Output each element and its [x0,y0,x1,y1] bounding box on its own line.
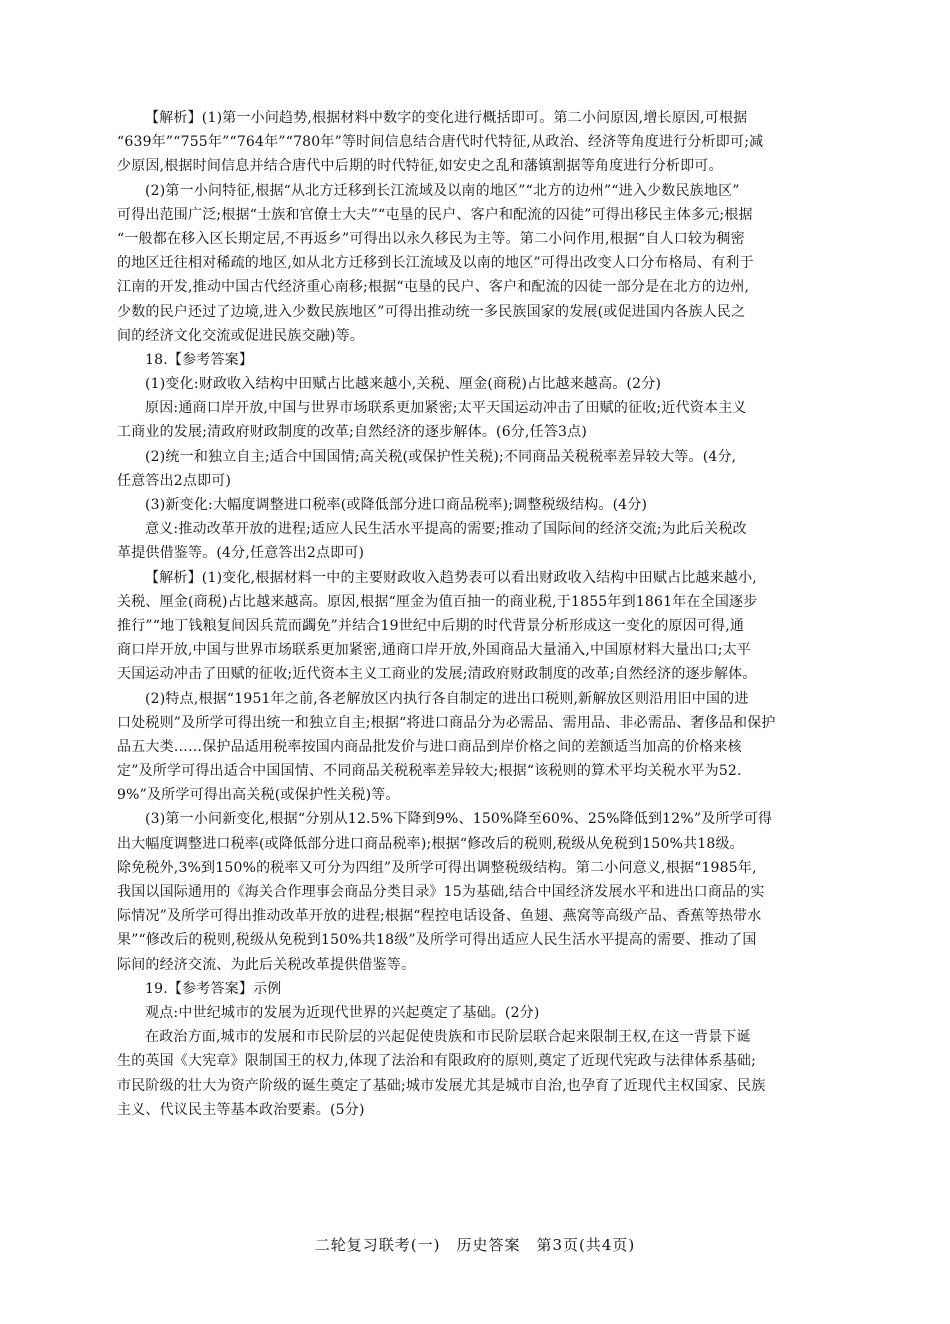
text-line: 出大幅度调整进口税率(或降低部分进口商品税率);根据“修改后的税则,税级从免税到150%共18级。 [117,835,744,852]
text-line: 我国以国际通用的《海关合作理事会商品分类目录》15为基础,结合中国经济发展水平和进出口商品的实 [117,884,765,900]
text-line: 商口岸开放,中国与世界市场联系更加紧密,通商口岸开放,外国商品大量涌入,中国原材料大量出口;太平 [117,642,752,659]
text-line: 观点:中世纪城市的发展为近现代世界的兴起奠定了基础。(2分) [145,1004,540,1021]
text-line: (3)第一小问新变化,根据“分别从12.5%下降到9%、150%降至60%、25%降低到12%”及所学可得 [145,811,773,828]
text-line: 主义、代议民主等基本政治要素。(5分) [117,1101,365,1118]
text-line: 【解析】(1)第一小问趋势,根据材料中数字的变化进行概括即可。第二小问原因,增长原因,可根据 [145,110,748,126]
text-line: 际间的经济交流、为此后关税改革提供借鉴等。 [117,956,416,973]
text-line: 市民阶级的壮大为资产阶级的诞生奠定了基础;城市发展尤其是城市自治,也孕育了近现代主权国家、民族 [117,1077,766,1094]
text-line: 在政治方面,城市的发展和市民阶层的兴起促使贵族和市民阶层联合起来限制王权,在这一背景下诞 [145,1029,751,1046]
text-line: (2)统一和独立自主;适合中国国情;高关税(或保护性关税);不同商品关税税率差异较大等。(4分, [145,448,737,465]
text-line: (3)新变化:大幅度调整进口税率(或降低部分进口商品税率);调整税级结构。(4分) [145,497,648,513]
text-line: 【解析】(1)变化,根据材料一中的主要财政收入趋势表可以看出财政收入结构中田赋占比越来越小, [145,569,757,586]
text-line: 口处税则”及所学可得出统一和独立自主;根据“将进口商品分为必需品、需用品、非必需品、奢侈品和保护 [117,714,776,731]
text-line: 少数的民户还过了边境,进入少数民族地区”可得出推动统一多民族国家的发展(或促进国内各族人民之 [117,303,746,320]
text-line: 果”“修改后的税则,税级从免税到150%共18级”及所学可得出适应人民生活水平提高的需要、推动了国 [117,932,757,949]
text-line: 19.【参考答案】示例 [145,980,282,997]
text-line: 推行”“地丁钱粮复间因兵荒而蠲免”并结合19世纪中后期的时代背景分析形成这一变化的原因可得,通 [117,617,745,634]
text-line: “一般都在移入区长期定居,不再返乡”可得出以永久移民为主等。第二小问作用,根据“自人口较为稠密 [117,230,745,247]
text-line: 的地区迁往相对稀疏的地区,如从北方迁移到长江流域及以南的地区”可得出改变人口分布格局、有利于 [117,255,754,272]
page-footer: 二轮复习联考(一) 历史答案 第3页(共4页) [314,1236,636,1254]
text-line: 生的英国《大宪章》限制国王的权力,体现了法治和有限政府的原则,奠定了近现代宪政与法律体系基础; [117,1053,757,1070]
text-line: 革提供借鉴等。(4分,任意答出2点即可) [117,545,365,562]
text-line: “639年”“755年”“764年”“780年”等时间信息结合唐代时代特征,从政治、经济等角度进行分析即可;减 [117,134,764,151]
text-line: 关税、厘金(商税)占比越来越高。原因,根据“厘金为值百抽一的商业税,于1855年到1861年在全国逐步 [117,593,758,610]
text-line: 任意答出2点即可) [117,472,232,489]
text-line: 天国运动冲击了田赋的征收;近代资本主义工商业的发展;清政府财政制度的改革;自然经济的逐步解体。 [117,666,757,683]
text-line: 18.【参考答案】 [145,351,254,368]
text-line: 除免税外,3%到150%的税率又可分为四组”及所学可得出调整税级结构。第二小问意义,根据“1985年, [117,859,757,876]
text-line: 意义:推动改革开放的进程;适应人民生活水平提高的需要;推动了国际间的经济交流;为此后关税改 [145,521,747,538]
text-line: 品五大类……保护品适用税率按国内商品批发价与进口商品到岸价格之间的差额适当加高的价格来核 [117,738,742,755]
text-line: 9%”及所学可得出高关税(或保护性关税)等。 [117,787,400,804]
text-line: 工商业的发展;清政府财政制度的改革;自然经济的逐步解体。(6分,任答3点) [117,424,588,441]
text-line: 原因:通商口岸开放,中国与世界市场联系更加紧密;太平天国运动冲击了田赋的征收;近代资本主义 [145,400,747,417]
text-line: 少原因,根据时间信息并结合唐代中后期的时代特征,如安史之乱和藩镇割据等角度进行分析即可。 [117,158,723,175]
text-line: (2)第一小问特征,根据“从北方迁移到长江流域及以南的地区”“北方的边州”“进入少数民族地区” [145,182,740,199]
text-line: 可得出范围广泛;根据“士族和官僚士大夫”“屯垦的民户、客户和配流的囚徒”可得出移民主体多元;根据 [117,206,753,223]
text-line: 定”及所学可得出适合中国国情、不同商品关税税率差异较大;根据“该税则的算术平均关税水平为52. [117,763,742,780]
text-line: (1)变化:财政收入结构中田赋占比越来越小,关税、厘金(商税)占比越来越高。(2分) [145,376,662,393]
text-line: 际情况”及所学可得出推动改革开放的进程;根据“程控电话设备、鱼翅、燕窝等高级产品、香蕉等热带水 [117,908,762,925]
answer-content [117,106,838,1122]
text-line: 间的经济文化交流或促进民族交融)等。 [117,327,365,344]
text-line: 江南的开发,推动中国古代经济重心南移;根据“屯垦的民户、客户和配流的囚徒一部分是在北方的边州, [117,279,750,296]
text-line: (2)特点,根据“1951年之前,各老解放区内执行各自制定的进出口税则,新解放区则沿用旧中国的进 [145,690,749,707]
